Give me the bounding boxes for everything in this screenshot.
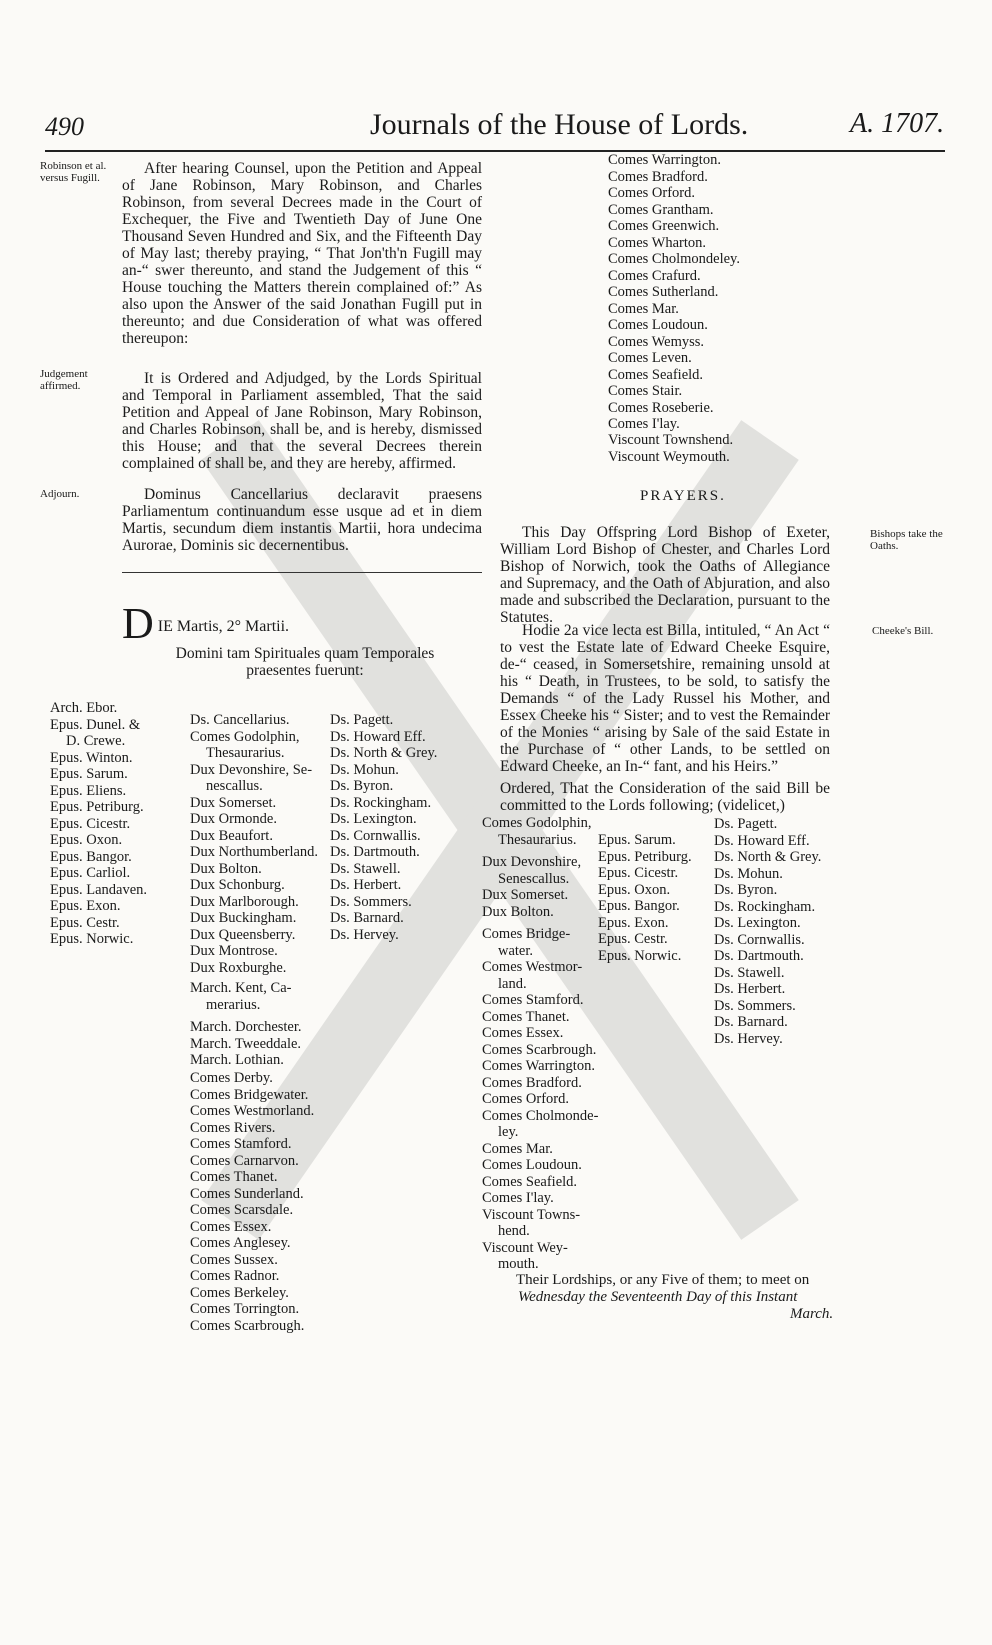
list-item: Viscount Townshend. (608, 432, 734, 448)
list-item: Dux Marlborough. (190, 893, 299, 910)
list-item: Comes Westmorland. (190, 1103, 315, 1119)
list-item: Ds. Hervey. (330, 926, 399, 943)
list-item: Ds. Sommers. (330, 893, 412, 910)
list-item: Senescallus. (498, 870, 570, 887)
list-item: Comes Greenwich. (608, 218, 720, 234)
paragraph-hearing: After hearing Counsel, upon the Petition and Appeal of Jane Robinson, Mary Robinson, and Charles Robinson, from several Decrees made in the Court of Exchequer, the Five and Twentieth Day of June One Thousand Seven Hundred and Six, and the Fifteenth Day of May last; thereby praying, “ That Jon'th'n Fugill may an-“ swer thereunto, and stand the Judgement of this “ House touching the Matters therein complained of:” As also upon the Answer of the said Jonathan Fugill put in thereunto; and due Consideration of what was offered thereupon: (122, 160, 482, 347)
margin-note-bishops: Bishops take the Oaths. (870, 528, 943, 552)
list-item: Ds. Howard Eff. (714, 832, 810, 849)
list-item: Dux Somerset. (482, 887, 569, 903)
list-item: Epus. Cicestr. (598, 865, 679, 881)
list-item: Comes Scarsdale. (190, 1202, 294, 1218)
list-item: Ds. North & Grey. (714, 849, 822, 865)
list-item: Epus. Cicestr. (50, 815, 131, 832)
list-item: Comes Wemyss. (608, 333, 705, 350)
list-item: Epus. Sarum. (50, 766, 128, 782)
list-item: Comes Leven. (608, 350, 692, 366)
list-item: Comes Bridgewater. (190, 1086, 309, 1103)
list-item: Epus. Cestr. (598, 931, 668, 947)
list-item: Ds. Stawell. (330, 860, 401, 877)
list-item: Dux Northumberland. (190, 844, 319, 860)
list-item: Comes Mar. (482, 1140, 553, 1157)
list-item: Comes Stamford. (190, 1136, 292, 1152)
list-item: Ds. Dartmouth. (330, 844, 420, 860)
list-item: Ds. Stawell. (714, 964, 785, 981)
list-item: land. (498, 975, 527, 992)
list-item: Comes Sunderland. (190, 1185, 304, 1202)
list-item: Dux Bolton. (190, 860, 262, 877)
list-item: Ds. Mohun. (330, 761, 399, 778)
list-item: Ds. Cancellarius. (190, 712, 290, 728)
list-item: Ds. Lexington. (714, 915, 801, 931)
list-item: hend. (498, 1223, 530, 1239)
list-item: Comes Bradford. (482, 1074, 582, 1091)
list-item: Comes Scarbrough. (190, 1317, 305, 1334)
list-item: Dux Ormonde. (190, 811, 277, 827)
list-item: March. Lothian. (190, 1052, 284, 1068)
list-item: Ds. Barnard. (714, 1014, 788, 1030)
list-item: Comes Crafurd. (608, 267, 701, 284)
list-item: mouth. (498, 1256, 539, 1272)
list-item: Comes Derby. (190, 1070, 273, 1086)
list-item: Comes Grantham. (608, 201, 714, 218)
list-item: Comes Roseberie. (608, 399, 714, 416)
list-item: Comes Essex. (482, 1025, 564, 1041)
list-marquesses (190, 980, 302, 1069)
list-item: Dux Schonburg. (190, 877, 285, 893)
page-number: 490 (45, 112, 84, 141)
list-item: Comes Godolphin, (482, 815, 592, 831)
list-item: Dux Somerset. (190, 794, 277, 811)
list-item: Dux Bolton. (482, 903, 554, 920)
journal-year: A. 1707. (850, 108, 945, 139)
list-item: Ds. Sommers. (714, 997, 796, 1014)
list-item: Epus. Sarum. (598, 832, 676, 848)
list-item: Comes I'lay. (482, 1190, 554, 1206)
list-item: Ds. Pagett. (330, 712, 394, 728)
list-committee-temporal (482, 815, 598, 1273)
list-item: Epus. Bangor. (50, 848, 132, 865)
list-item: Epus. Petriburg. (598, 848, 692, 865)
list-item: Comes Seafield. (608, 366, 704, 383)
list-item: merarius. (206, 996, 261, 1013)
list-item: Epus. Petriburg. (50, 799, 144, 815)
paragraph-committee-ordered: Ordered, That the Consideration of the said Bill be committed to the Lords following; (videlicet,) (500, 780, 830, 814)
list-item: Ds. Lexington. (330, 811, 417, 827)
list-earls (190, 1070, 314, 1334)
list-item: Epus. Winton. (50, 749, 133, 766)
list-item: March. Tweeddale. (190, 1035, 302, 1052)
list-item: Viscount Weymouth. (608, 448, 730, 465)
list-item: March. Dorchester. (190, 1019, 302, 1035)
list-item: Comes Orford. (608, 185, 695, 201)
list-item: Comes Cholmonde- (482, 1107, 599, 1124)
list-item: Ds. Byron. (714, 882, 778, 898)
list-item: Comes Sussex. (190, 1251, 278, 1268)
list-item: Ds. Cornwallis. (714, 931, 805, 948)
paragraph-bishops-oaths: This Day Offspring Lord Bishop of Exeter, William Lord Bishop of Chester, and Charles Lord Bishop of Norwich, took the Oaths of Allegiance and Supremacy, and the Oath of Abjuration, and also made and subscribed the Declaration, pursuant to the Statutes. (500, 524, 830, 626)
list-continued-earls (608, 152, 740, 433)
list-item: ley. (498, 1124, 519, 1140)
list-item: Thesaurarius. (498, 831, 577, 848)
die-text: IE Martis, 2° Martii. (157, 618, 290, 635)
list-item: Comes Berkeley. (190, 1284, 289, 1301)
list-item: Ds. Dartmouth. (714, 948, 804, 964)
closing-line-3: March. (790, 1306, 834, 1322)
list-item: Comes Seafield. (482, 1173, 578, 1190)
list-item: Comes Warrington. (608, 152, 721, 168)
list-item: Epus. Exon. (598, 914, 669, 931)
list-item: Epus. Exon. (50, 898, 121, 914)
margin-note-robinson: Robinson et al. versus Fugill. (40, 160, 107, 184)
list-bishops (50, 700, 147, 948)
list-item: Ds. Hervey. (714, 1030, 783, 1047)
list-item: Ds. Herbert. (330, 877, 402, 893)
list-item: Comes Radnor. (190, 1268, 280, 1284)
list-item: Comes Stamford. (482, 992, 584, 1008)
prayers-heading: PRAYERS. (640, 488, 726, 504)
list-item: Comes Godolphin, (190, 728, 300, 745)
list-item: Ds. Barnard. (330, 910, 404, 926)
die-heading (122, 599, 482, 648)
list-item: Ds. North & Grey. (330, 745, 438, 761)
journal-title: Journals of the House of Lords. (370, 108, 749, 141)
list-item: Comes Essex. (190, 1218, 272, 1235)
list-item: Ds. Howard Eff. (330, 728, 426, 745)
list-item: Ds. Byron. (330, 778, 394, 794)
list-dukes (190, 712, 318, 976)
drop-cap: D (122, 599, 154, 648)
list-item: Comes Rivers. (190, 1119, 276, 1136)
list-item: Comes Anglesey. (190, 1235, 291, 1251)
list-item: Comes Scarbrough. (482, 1041, 597, 1058)
margin-note-adjourn: Adjourn. (40, 488, 80, 500)
list-item: Dux Devonshire, (482, 854, 582, 870)
list-item: March. Kent, Ca- (190, 980, 292, 996)
list-item: Comes I'lay. (608, 416, 680, 432)
list-item: Comes Stair. (608, 383, 683, 399)
list-item: water. (498, 942, 534, 959)
list-item: Comes Loudoun. (608, 317, 708, 333)
list-item: Epus. Norwic. (598, 947, 682, 964)
list-item: Dux Devonshire, Se- (190, 761, 313, 778)
list-item: Dux Roxburghe. (190, 959, 287, 976)
list-item: D. Crewe. (66, 733, 126, 749)
list-item: Dux Buckingham. (190, 910, 297, 926)
list-item: Comes Bridge- (482, 926, 571, 942)
list-item: Epus. Norwic. (50, 931, 134, 947)
list-item: Comes Wharton. (608, 234, 706, 251)
list-item: Dux Beaufort. (190, 827, 273, 844)
list-item: Dux Montrose. (190, 943, 278, 959)
list-item: Dux Queensberry. (190, 926, 296, 943)
list-item: Epus. Bangor. (598, 898, 680, 914)
closing-line-2: Wednesday the Seventeenth Day of this Instant (518, 1289, 798, 1305)
header-rule (45, 150, 945, 152)
margin-note-cheeke: Cheeke's Bill. (872, 625, 934, 637)
list-item: Ds. Pagett. (714, 816, 778, 832)
list-item: Comes Carnarvon. (190, 1152, 299, 1169)
list-item: Thesaurarius. (206, 745, 285, 761)
paragraph-adjourn: Dominus Cancellarius declaravit praesens Parliamentum continuandum esse usque ad et in diem Martis, secundum diem instantis Martii, hora undecima Aurorae, Dominis sic decernentibus. (122, 486, 482, 554)
list-item: Ds. Cornwallis. (330, 827, 421, 844)
domini-line: Domini tam Spirituales quam Temporales praesentes fuerunt: (175, 645, 435, 679)
list-item: Comes Orford. (482, 1091, 569, 1107)
list-item: Epus. Landaven. (50, 881, 148, 898)
paragraph-ordered-adjudged: It is Ordered and Adjudged, by the Lords Spiritual and Temporal in Parliament assembled, That the said Petition and Appeal of Jane Robinson, Mary Robinson, and Charles Robinson, shall be, and is hereby, dismissed this House; and that the several Decrees therein complained of shall be, and they are hereby, affirmed. (122, 370, 482, 472)
list-item: Epus. Dunel. & (50, 716, 141, 733)
list-item: Comes Thanet. (482, 1008, 570, 1025)
list-item: Epus. Cestr. (50, 914, 120, 931)
list-item: Viscount Towns- (482, 1206, 581, 1223)
section-rule (122, 572, 482, 573)
margin-note-judgement: Judgement affirmed. (40, 368, 88, 392)
list-item: Ds. Rockingham. (714, 898, 816, 915)
list-item: Ds. Herbert. (714, 981, 786, 997)
list-item: nescallus. (206, 778, 263, 794)
closing-line-1: Their Lordships, or any Five of them; to meet on (516, 1272, 810, 1288)
list-item: Comes Thanet. (190, 1169, 278, 1185)
list-committee-barons (714, 816, 821, 1047)
list-item: Comes Torrington. (190, 1301, 300, 1317)
list-item: Comes Westmor- (482, 959, 583, 975)
list-item: Epus. Oxon. (598, 881, 671, 898)
list-item: Ds. Rockingham. (330, 794, 432, 811)
list-item: Comes Bradford. (608, 168, 708, 185)
list-item: Comes Warrington. (482, 1058, 595, 1074)
list-item: Epus. Carliol. (50, 865, 131, 881)
list-item: Comes Loudoun. (482, 1157, 582, 1173)
list-barons (330, 712, 437, 943)
list-item: Viscount Wey- (482, 1239, 568, 1256)
list-item: Ds. Mohun. (714, 865, 783, 882)
list-committee-bishops (598, 832, 692, 964)
list-item: Arch. Ebor. (50, 700, 118, 716)
list-item: Epus. Oxon. (50, 832, 123, 848)
list-item: Epus. Eliens. (50, 782, 127, 799)
paragraph-cheeke-bill: Hodie 2a vice lecta est Billa, intituled, “ An Act “ to vest the Estate late of Edward Cheeke Esquire, de-“ ceased, in Somersetshire, remaining unsold at his “ Death, in Trustees, to be sold, to satisfy the Demands “ of the Lady Russel his Mother, and Essex Cheeke his “ Sister; and to vest the Remainder of the Monies “ arising by Sale of the said Estate in the Purchase of “ other Lands, to be settled on Edward Cheeke, an In-“ fant, and his Heirs.” (500, 622, 830, 775)
list-item: Comes Sutherland. (608, 284, 719, 300)
list-continued-viscounts (608, 432, 733, 465)
list-item: Comes Cholmondeley. (608, 251, 740, 267)
list-item: Comes Mar. (608, 300, 679, 317)
